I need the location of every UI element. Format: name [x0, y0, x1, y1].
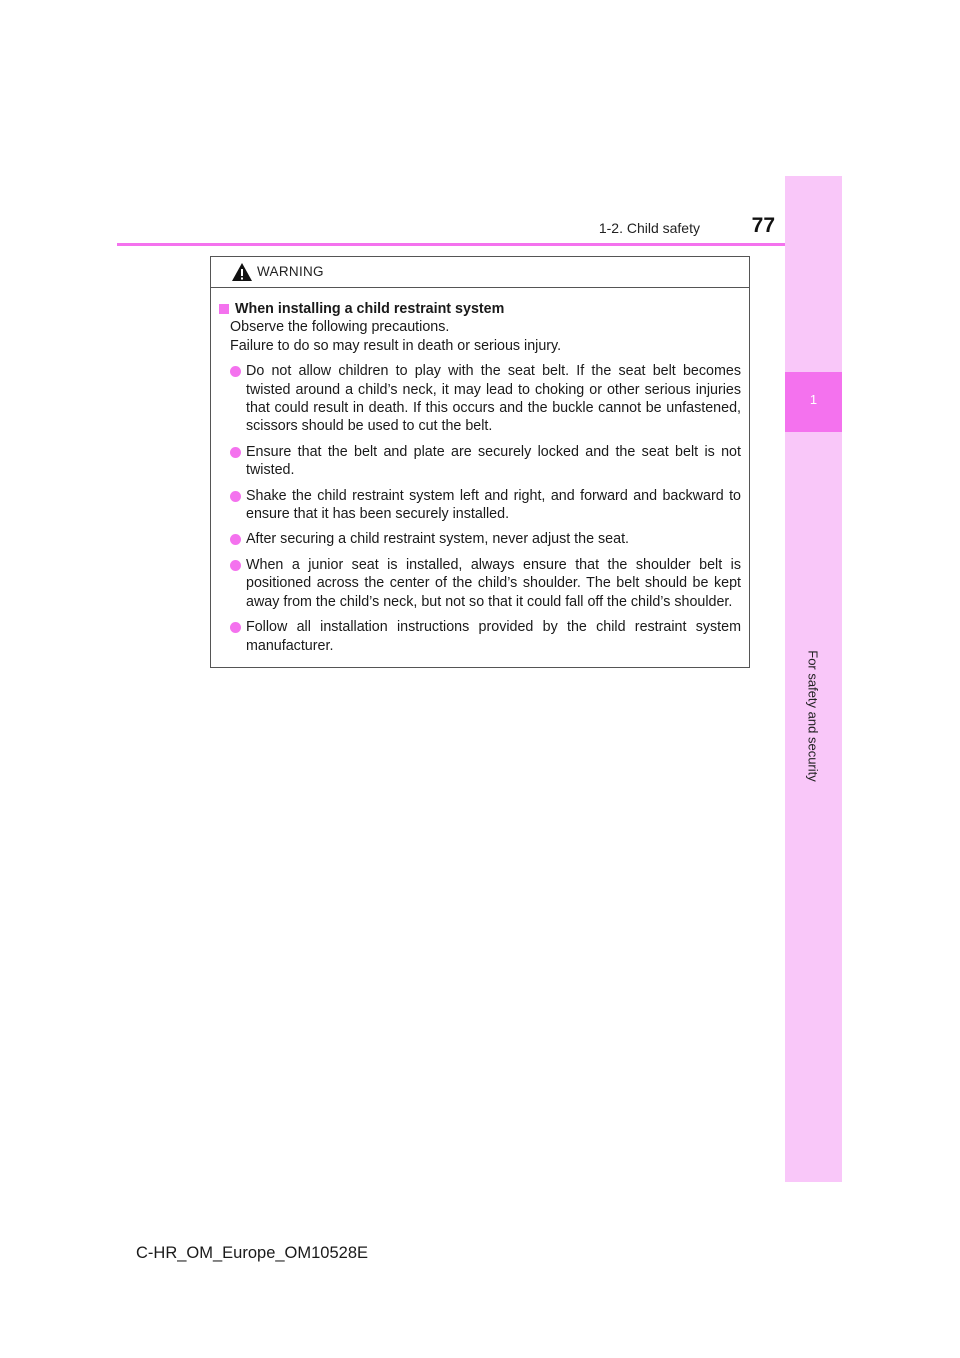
page-number: 77: [751, 214, 775, 237]
warning-item-text: Do not allow children to play with the seat belt. If the seat belt becomes twisted around a child’s neck, it may lead to choking or other serious injuries that could result in death. If this occurs and the buckle cannot be unfastened, scissors should be used to cut the belt.: [246, 363, 741, 435]
warning-item-text: Ensure that the belt and plate are securely locked and the seat belt is not twisted.: [246, 443, 741, 479]
warning-item-text: After securing a child restraint system, never adjust the seat.: [246, 531, 630, 548]
chapter-side-tab: [785, 176, 842, 1182]
warning-header: [211, 257, 749, 288]
intro-line: Failure to do so may result in death or serious injury.: [230, 337, 562, 354]
warning-list-item: [219, 487, 741, 524]
warning-item-text: When a junior seat is installed, always ensure that the shoulder belt is positioned across the center of the child’s shoulder. The belt should be kept away from the child’s neck, but not so that it could fall off the child’s shoulder.: [246, 556, 741, 610]
section-title: 1-2. Child safety: [598, 220, 700, 236]
warning-title: WARNING: [257, 264, 324, 279]
warning-item-text: Shake the child restraint system left and right, and forward and backward to ensure that it has been securely installed.: [246, 487, 741, 523]
square-bullet-icon: [219, 304, 229, 314]
warning-box: [210, 256, 750, 668]
bullet-dot-icon: [230, 622, 241, 633]
warning-triangle-icon: [231, 262, 253, 282]
header-divider: [117, 243, 785, 246]
warning-list-item: [219, 556, 741, 611]
bullet-dot-icon: [230, 447, 241, 458]
warning-subheading: [219, 300, 741, 318]
warning-list-item: [219, 530, 741, 548]
chapter-number-block: [785, 372, 842, 432]
warning-body: [211, 288, 749, 655]
warning-list-item: [219, 618, 741, 655]
bullet-dot-icon: [230, 560, 241, 571]
chapter-label: For safety and security: [805, 650, 821, 782]
intro-line: Observe the following precautions.: [230, 319, 450, 336]
subheading-text: When installing a child restraint system: [235, 301, 505, 317]
warning-list-item: [219, 362, 741, 436]
bullet-dot-icon: [230, 534, 241, 545]
bullet-dot-icon: [230, 491, 241, 502]
warning-list-item: [219, 443, 741, 480]
chapter-number: 1: [809, 392, 818, 407]
document-code: C-HR_OM_Europe_OM10528E: [136, 1244, 369, 1262]
bullet-dot-icon: [230, 366, 241, 377]
warning-item-text: Follow all installation instructions provided by the child restraint system manufacturer.: [246, 619, 741, 654]
